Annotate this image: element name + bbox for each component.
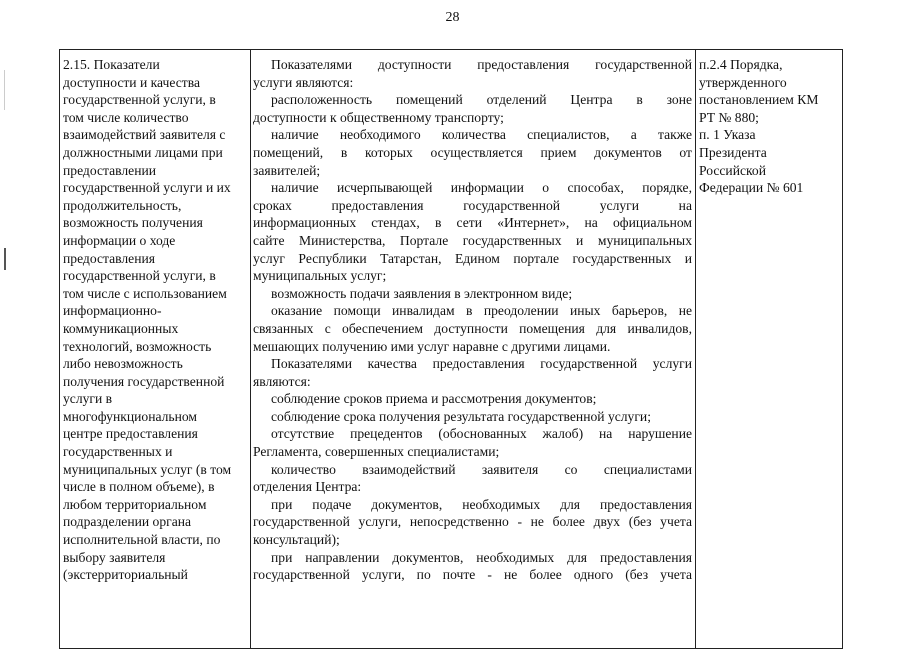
text-line: предоставлении (63, 162, 157, 178)
text-line: Российской (699, 162, 766, 178)
legal-reference-cell (696, 50, 843, 649)
text-line: Президента (699, 144, 767, 160)
text-line: государственной услуги, в (63, 92, 216, 108)
text-line: взаимодействий заявителя с (63, 127, 226, 143)
text-line: являются: (253, 373, 311, 389)
text-line: центре предоставления (63, 426, 198, 442)
text-line: числе в полном объеме), в (63, 479, 215, 495)
text-line: государственной услуги, непосредственно - не более двух (без учета (253, 514, 692, 530)
text-line: отсутствие прецедентов (обоснованных жалоб) на нарушение (271, 426, 692, 442)
text-line: услуги являются: (253, 74, 354, 90)
text-line: услуги в (63, 391, 113, 407)
text-line: оказание помощи инвалидам в преодолении иных барьеров, не (271, 303, 692, 319)
text-line: утвержденного (699, 74, 787, 90)
text-line: заявителей; (253, 162, 321, 178)
text-line: доступности и качества (63, 74, 200, 90)
text-line: государственных и (63, 444, 173, 460)
text-line: отделения Центра: (253, 479, 362, 495)
requirement-content-text (251, 50, 695, 584)
text-line: технологий, возможность (63, 338, 212, 354)
text-line: РТ № 880; (699, 109, 759, 125)
text-line: сайте Министерства, Портале государственных и муниципальных (253, 232, 692, 248)
text-line: любом территориальном (63, 496, 207, 512)
text-line: продолжительность, (63, 197, 182, 213)
text-line: Показателями доступности предоставления государственной (271, 57, 692, 72)
text-line: муниципальных услуг; (253, 268, 387, 284)
text-line: информации о ходе (63, 232, 176, 248)
text-line: государственной услуги, в (63, 268, 216, 284)
text-line: Федерации № 601 (699, 180, 804, 196)
text-line: том числе с использованием (63, 285, 227, 301)
margin-scan-mark (4, 248, 6, 270)
requirement-name-text (60, 50, 250, 584)
text-line: государственной услуги, по почте - не более одного (без учета (253, 567, 692, 583)
text-line: исполнительной власти, по (63, 532, 221, 548)
text-line: (экстерриториальный (63, 567, 188, 583)
text-line: постановлением КМ (699, 92, 819, 108)
text-line: том числе количество (63, 109, 189, 125)
legal-reference-text (696, 50, 842, 197)
text-line: возможность получения (63, 215, 203, 231)
text-line: многофункциональном (63, 408, 198, 424)
text-line: информационных стендах, в сети «Интернет», на официальном (253, 215, 692, 231)
text-line: либо невозможность (63, 356, 183, 372)
text-line: Показателями качества предоставления государственной услуги (271, 356, 692, 372)
text-line: консультаций); (253, 532, 340, 548)
text-line: Регламента, совершенных специалистами; (253, 444, 500, 460)
text-line: должностными лицами при (63, 144, 223, 160)
text-line: при подаче документов, необходимых для предоставления (271, 496, 692, 512)
text-line: наличие исчерпывающей информации о способах, порядке, (271, 180, 692, 196)
text-line: расположенность помещений отделений Центра в зоне (271, 92, 692, 108)
text-line: п.2.4 Порядка, (699, 57, 783, 72)
page-number: 28 (445, 10, 460, 25)
text-line: связанных с обеспечением доступности помещения для инвалидов, (253, 320, 692, 336)
requirement-name-cell (60, 50, 251, 649)
text-line: возможность подачи заявления в электронном виде; (271, 285, 573, 301)
text-line: подразделении органа (63, 514, 192, 530)
margin-scan-mark (4, 70, 5, 110)
text-line: доступности к общественному транспорту; (253, 109, 504, 125)
text-line: получения государственной (63, 373, 225, 389)
text-line: соблюдение сроков приема и рассмотрения документов; (271, 391, 597, 407)
text-line: выбору заявителя (63, 549, 166, 565)
text-line: наличие необходимого количества специалистов, а также (271, 127, 692, 143)
regulation-table (59, 49, 843, 649)
text-line: коммуникационных (63, 320, 179, 336)
text-line: 2.15. Показатели (63, 57, 160, 72)
text-line: мешающих получению ими услуг наравне с другими лицами. (253, 338, 611, 354)
text-line: сроках предоставления государственной услуги на (253, 197, 692, 213)
text-line: соблюдение срока получения результата государственной услуги; (271, 408, 651, 424)
requirement-content-cell (251, 50, 696, 649)
text-line: помещений, в которых осуществляется прием документов от (253, 144, 692, 160)
text-line: количество взаимодействий заявителя со специалистами (271, 461, 692, 477)
text-line: п. 1 Указа (699, 127, 756, 143)
table-row (60, 50, 843, 649)
text-line: при направлении документов, необходимых для предоставления (271, 549, 692, 565)
text-line: государственной услуги и их (63, 180, 231, 196)
text-line: информационно- (63, 303, 162, 319)
text-line: предоставления (63, 250, 156, 266)
text-line: услуг Республики Татарстан, Едином портале государственных и (253, 250, 692, 266)
text-line: муниципальных услуг (в том (63, 461, 232, 477)
